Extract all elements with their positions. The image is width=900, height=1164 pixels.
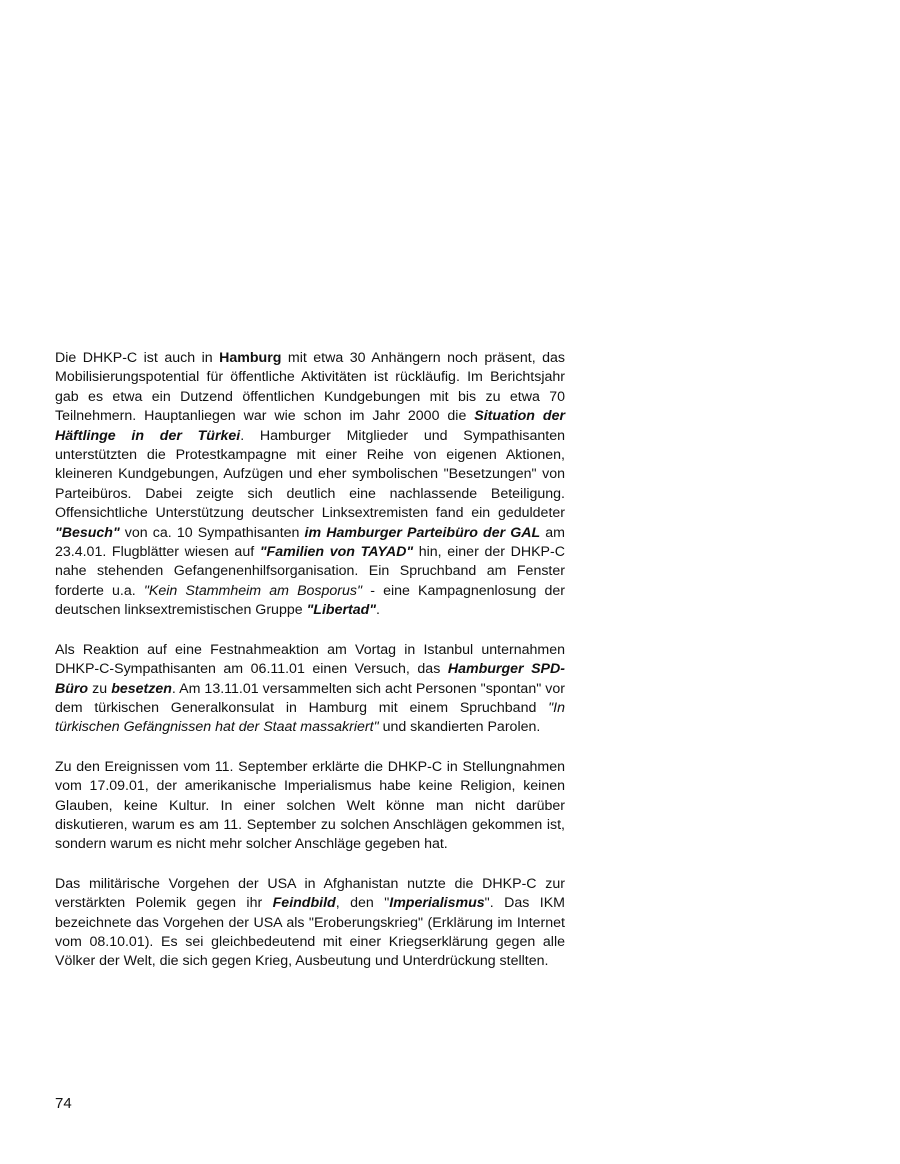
emphasis-gal-office: im Hamburger Parteibüro der GAL — [304, 524, 541, 541]
paragraph-spd-office: Als Reaktion auf eine Festnahmeaktion am Vortag in Istanbul unternahmen DHKP-C-Sympathisanten am 06.11.01 einen Versuch, das Hamburger SPD-Büro zu besetzen. Am 13.11.01 versammelten sich acht Personen "spontan" vor dem türkischen Generalkonsulat in Hamburg mit einem Spruchband "In türkischen Gefängnissen hat der Staat massakriert" und skandierten Parolen. — [55, 641, 565, 736]
emphasis-imperialismus: Imperialismus — [389, 895, 485, 912]
body-text — [55, 349, 565, 972]
emphasis-tayad: "Familien von TAYAD" — [259, 544, 414, 561]
quote-stammheim: "Kein Stammheim am Bosporus" — [143, 582, 363, 599]
emphasis-prisoners-situation: Situation der Häftlinge in der Türkei — [55, 408, 565, 444]
emphasis-besuch: "Besuch" — [55, 524, 120, 541]
emphasis-spd-office: Hamburger SPD-Büro — [55, 661, 565, 697]
paragraph-afghanistan: Das militärische Vorgehen der USA in Afghanistan nutzte die DHKP-C zur verstärkten Polemik gegen ihr Feindbild, den "Imperialismus". Das IKM bezeichnete das Vorgehen der USA als "Eroberungskrieg" (Erklärung im Internet vom 08.10.01). Es sei gleichbedeutend mit einer Kriegserklärung gegen alle Völker der Welt, die sich gegen Krieg, Ausbeutung und Unterdrückung stellten. — [55, 875, 565, 970]
emphasis-hamburg: Hamburg — [219, 350, 282, 366]
emphasis-feindbild: Feindbild — [272, 895, 336, 912]
paragraph-hamburg-presence: Die DHKP-C ist auch in Hamburg mit etwa 30 Anhängern noch präsent, das Mobilisierungspotential für öffentliche Aktivitäten ist rückläufig. Im Berichtsjahr gab es etwa ein Dutzend öffentlichen Kundgebungen mit bis zu etwa 70 Teilnehmern. Hauptanliegen war wie schon im Jahr 2000 die Situation der Häftlinge in der Türkei. Hamburger Mitglieder und Sympathisanten unterstützten die Protestkampagne mit einer Reihe von eigenen Aktionen, kleineren Kundgebungen, Aufzügen und eher symbolischen "Besetzungen" von Parteibüros. Dabei zeigte sich deutlich eine nachlassende Beteiligung. Offensichtliche Unterstützung deutscher Linksextremisten fand ein geduldeter "Besuch" von ca. 10 Sympathisanten im Hamburger Parteibüro der GAL am 23.4.01. Flugblätter wiesen auf "Familien von TAYAD" hin, einer der DHKP-C nahe stehenden Gefangenenhilfsorganisation. Ein Spruchband am Fenster forderte u.a. "Kein Stammheim am Bosporus" - eine Kampagnenlosung der deutschen linksextremistischen Gruppe "Libertad". — [55, 350, 566, 619]
emphasis-besetzen: besetzen — [111, 680, 172, 697]
page-number: 74 — [55, 1095, 72, 1112]
emphasis-libertad: "Libertad" — [306, 602, 376, 619]
quote-banner: "In türkischen Gefängnissen hat der Staat massakriert" — [55, 699, 565, 736]
paragraph-september-11: Zu den Ereignissen vom 11. September erklärte die DHKP-C in Stellungnahmen vom 17.09.01, der amerikanische Imperialismus habe keine Religion, keinen Glauben, keine Kultur. In einer solchen Welt könne man nicht darüber diskutieren, warum es am 11. September zu solchen Anschlägen gekommen ist, sondern warum es nicht mehr solcher Anschläge gegeben hat. — [55, 758, 565, 853]
